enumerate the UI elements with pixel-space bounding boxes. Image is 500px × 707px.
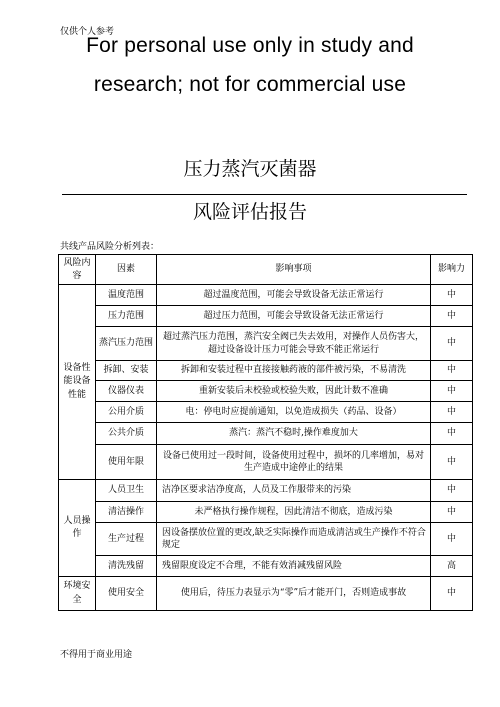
- factor-cell: 仪器仪表: [96, 381, 157, 402]
- title-divider: [62, 194, 467, 195]
- impact-cell: 中: [431, 285, 473, 306]
- impact-cell: 中: [431, 445, 473, 480]
- english-disclaimer-line-2: research; not for commercial use: [93, 73, 407, 96]
- header-note: 仅供个人参考: [60, 27, 115, 37]
- factor-cell: 使用安全: [96, 577, 157, 611]
- table-row: [59, 480, 473, 502]
- factor-cell: 拆卸、安装: [96, 361, 157, 381]
- effect-cell: 设备已使用过一段时间，设备使用过程中，损坏的几率增加，易对生产造成中途停止的结果: [157, 445, 431, 480]
- table-row: [59, 327, 473, 361]
- effect-cell: 超过压力范围，可能会导致设备无法正常运行: [157, 306, 431, 327]
- impact-cell: 中: [431, 402, 473, 423]
- factor-cell: 公用介质: [96, 402, 157, 423]
- table-row: [59, 502, 473, 523]
- effect-cell: 电：停电时应提前通知，以免造成损失（药品、设备）: [157, 402, 431, 423]
- table-caption: 共线产品风险分析列表：: [60, 242, 160, 252]
- document-title: 压力蒸汽灭菌器: [183, 158, 317, 180]
- impact-cell: 中: [431, 502, 473, 523]
- impact-cell: 中: [431, 327, 473, 361]
- impact-cell: 中: [431, 423, 473, 445]
- document-subtitle: 风险评估报告: [192, 201, 307, 223]
- effect-cell: 因设备摆放位置的更改,缺乏实际操作而造成清洁或生产操作不符合规定: [157, 523, 431, 556]
- risk-table: [58, 254, 473, 611]
- impact-cell: 中: [431, 381, 473, 402]
- factor-cell: 温度范围: [96, 285, 157, 306]
- effect-cell: 残留限度设定不合理，不能有效消减残留风险: [157, 556, 431, 577]
- english-disclaimer-line-1: For personal use only in study and: [86, 34, 414, 57]
- impact-cell: 中: [431, 480, 473, 502]
- factor-cell: 清洗残留: [96, 556, 157, 577]
- effect-cell: 重新安装后未校验或校验失败，因此计数不准确: [157, 381, 431, 402]
- factor-cell: 使用年限: [96, 445, 157, 480]
- table-row: [59, 402, 473, 423]
- effect-cell: 拆卸和安装过程中直接接触药液的部件被污染，不易清洗: [157, 361, 431, 381]
- impact-cell: 中: [431, 523, 473, 556]
- category-cell: 人员操作: [59, 480, 96, 577]
- factor-cell: 蒸汽压力范围: [96, 327, 157, 361]
- table-row: [59, 423, 473, 445]
- impact-cell: 中: [431, 306, 473, 327]
- table-row: [59, 577, 473, 611]
- factor-cell: 压力范围: [96, 306, 157, 327]
- category-cell: 环境安全: [59, 577, 96, 611]
- factor-cell: 公共介质: [96, 423, 157, 445]
- category-cell: 设备性能设备性能: [59, 285, 96, 480]
- impact-cell: 高: [431, 556, 473, 577]
- table-row: [59, 285, 473, 306]
- effect-cell: 未严格执行操作规程，因此清洁不彻底，造成污染: [157, 502, 431, 523]
- table-header-row: [59, 255, 473, 285]
- effect-cell: 蒸汽：蒸汽不稳时,操作难度加大: [157, 423, 431, 445]
- col-header-impact: 影响力: [431, 255, 473, 285]
- table-row: [59, 361, 473, 381]
- col-header-factor: 因素: [96, 255, 157, 285]
- table-row: [59, 556, 473, 577]
- factor-cell: 生产过程: [96, 523, 157, 556]
- impact-cell: 中: [431, 361, 473, 381]
- effect-cell: 超过蒸汽压力范围，蒸汽安全阀已失去效用，对操作人员伤害大，超过设备设计压力可能会导致不能正常运行: [157, 327, 431, 361]
- footer-note: 不得用于商业用途: [60, 650, 133, 660]
- effect-cell: 洁净区要求洁净度高，人员及工作服带来的污染: [157, 480, 431, 502]
- effect-cell: 使用后，待压力表显示为“零”后才能开门，否则造成事故: [157, 577, 431, 611]
- col-header-effect: 影响事项: [157, 255, 431, 285]
- factor-cell: 清洁操作: [96, 502, 157, 523]
- effect-cell: 超过温度范围，可能会导致设备无法正常运行: [157, 285, 431, 306]
- table-row: [59, 306, 473, 327]
- col-header-risk-content: 风险内容: [59, 255, 96, 285]
- table-row: [59, 445, 473, 480]
- table-row: [59, 523, 473, 556]
- table-row: [59, 381, 473, 402]
- impact-cell: 中: [431, 577, 473, 611]
- factor-cell: 人员卫生: [96, 480, 157, 502]
